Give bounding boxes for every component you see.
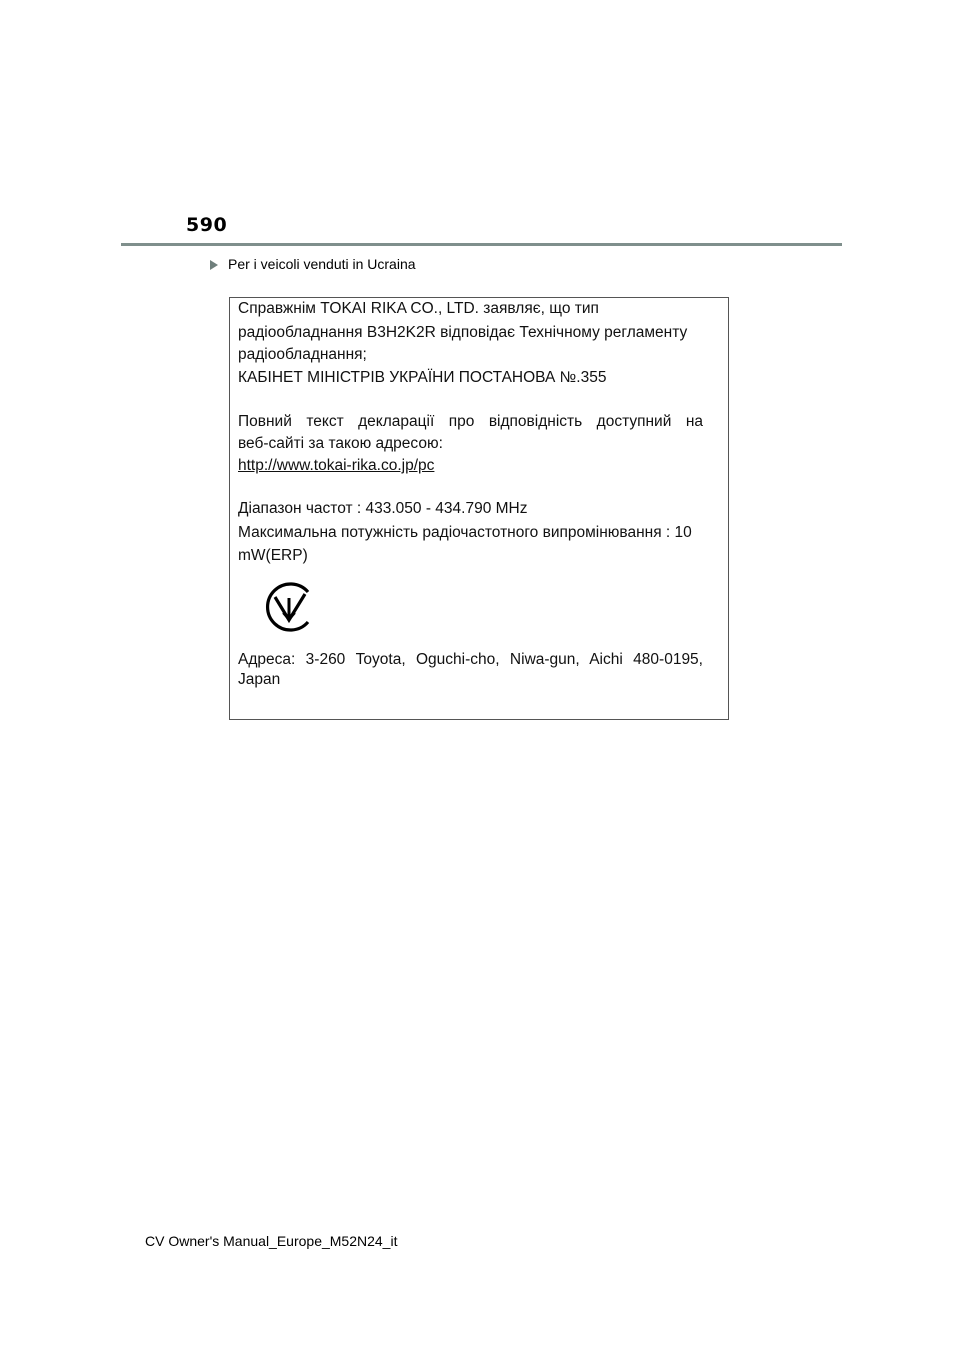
- ukrainian-conformity-mark-icon: [262, 580, 316, 639]
- footer-document-id: CV Owner's Manual_Europe_M52N24_it: [145, 1233, 398, 1249]
- declaration-line-12: Japan: [238, 671, 281, 688]
- declaration-line-6: веб-сайті за такою адресою:: [238, 435, 443, 452]
- header-rule: [121, 243, 842, 246]
- declaration-line-9: Максимальна потужність радіочастотного випромінювання : 10: [238, 524, 692, 541]
- declaration-line-1: Справжнім TOKAI RIKA CO., LTD. заявляє, що тип: [238, 300, 599, 317]
- declaration-line-2: радіообладнання B3H2K2R відповідає Технічному регламенту: [238, 324, 688, 341]
- section-heading: [210, 256, 416, 272]
- declaration-url[interactable]: http://www.tokai-rika.co.jp/pc: [238, 457, 435, 474]
- declaration-line-11: Адреса: 3-260 Toyota, Oguchi-cho, Niwa-gun, Aichi 480-0195,: [238, 651, 703, 668]
- triangle-bullet-icon: [210, 260, 218, 270]
- declaration-line-4: КАБІНЕТ МІНІСТРІВ УКРАЇНИ ПОСТАНОВА №.355: [238, 369, 607, 386]
- declaration-line-8: Діапазон частот : 433.050 - 434.790 MHz: [238, 500, 528, 517]
- declaration-line-3: радіообладнання;: [238, 346, 367, 363]
- declaration-line-10: mW(ERP): [238, 547, 308, 564]
- page-number: 590: [186, 214, 228, 236]
- declaration-line-5: Повний текст декларації про відповідність доступний на: [238, 413, 703, 430]
- section-heading-text: Per i veicoli venduti in Ucraina: [228, 256, 416, 272]
